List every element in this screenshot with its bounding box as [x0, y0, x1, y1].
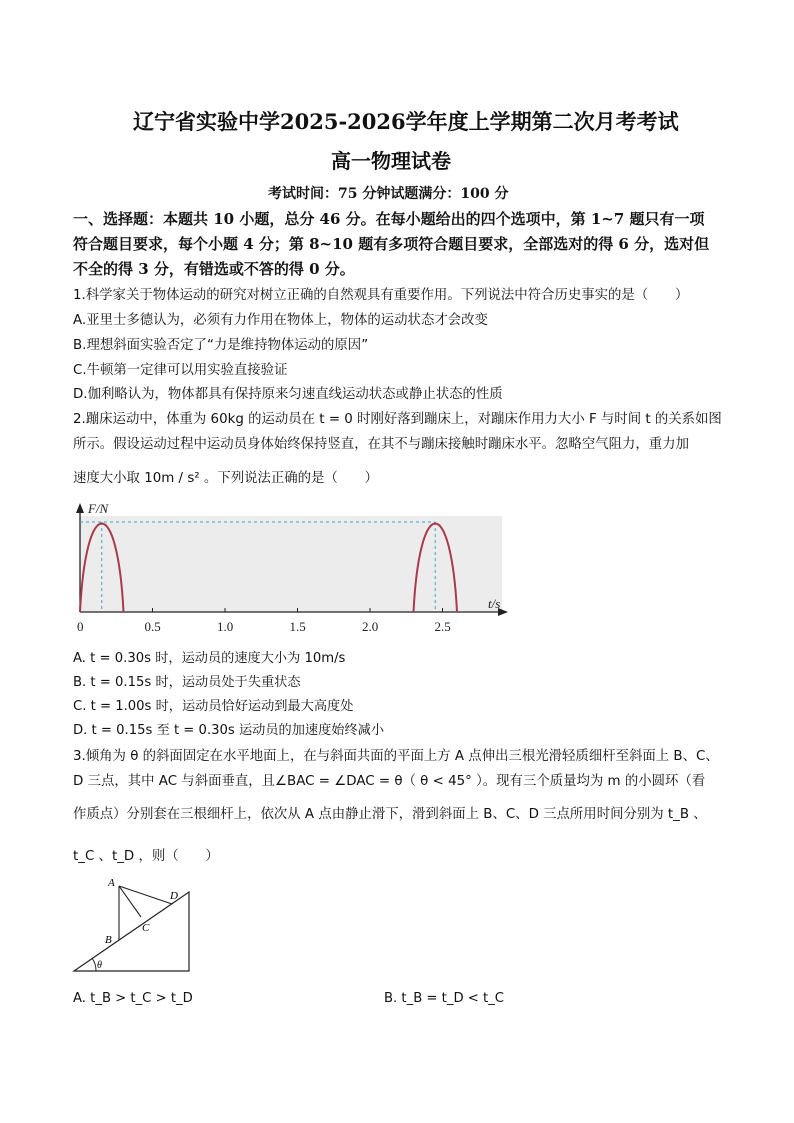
- force-time-chart: [60, 498, 520, 640]
- section-instructions-line2: 符合题目要求，每个小题 4 分；第 8~10 题有多项符合题目要求，全部选对的得 6 分，选对但: [73, 235, 710, 253]
- x-tick-label: 1.0: [217, 619, 234, 634]
- q1-option-d: D.伽利略认为，物体都具有保持原来匀速直线运动状态或静止状态的性质: [73, 387, 503, 402]
- page-subtitle: 高一物理试卷: [331, 149, 451, 173]
- q1-stem: 1.科学家关于物体运动的研究对树立正确的自然观具有重要作用。下列说法中符合历史事实的是（ ）: [73, 288, 689, 303]
- q1-option-b: B.理想斜面实验否定了“力是维持物体运动的原因”: [73, 338, 369, 353]
- rod-ad: [119, 886, 172, 904]
- q2-option-a: A. t = 0.30s 时，运动员的速度大小为 10m/s: [73, 651, 346, 666]
- q3-option-a: A. t_B > t_C > t_D: [73, 991, 193, 1006]
- angle-arc: [92, 958, 96, 971]
- q3-stem-line4: t_C 、t_D ，则（ ）: [73, 849, 219, 864]
- label-d: D: [170, 890, 178, 902]
- q3-stem-line1: 3.倾角为 θ 的斜面固定在水平地面上，在与斜面共面的平面上方 A 点伸出三根光滑轻质细杆至斜面上 B、C、: [73, 749, 719, 764]
- q1-option-c: C.牛顿第一定律可以用实验直接验证: [73, 363, 288, 378]
- q2-option-b: B. t = 0.15s 时，运动员处于失重状态: [73, 675, 301, 690]
- q2-stem-line3: 速度大小取 10m / s² 。下列说法正确的是（ ）: [73, 471, 378, 486]
- x-tick-label: 2.5: [434, 619, 451, 634]
- rod-ac: [119, 886, 141, 917]
- chart-background: [80, 516, 502, 612]
- q2-option-d: D. t = 0.15s 至 t = 0.30s 运动员的加速度始终减小: [73, 723, 385, 738]
- section-instructions-line3: 不全的得 3 分，有错选或不答的得 0 分。: [73, 260, 355, 278]
- section-instructions-line1: 一、选择题：本题共 10 小题，总分 46 分。在每小题给出的四个选项中，第 1~7 题只有一项: [73, 210, 705, 228]
- q2-stem-line1: 2.蹦床运动中，体重为 60kg 的运动员在 t = 0 时刚好落到蹦床上，对蹦床作用力大小 F 与时间 t 的关系如图: [73, 412, 722, 427]
- x-tick-label: 0.5: [144, 619, 161, 634]
- y-axis-arrow: [76, 503, 84, 513]
- q3-option-b: B. t_B = t_D < t_C: [384, 991, 505, 1006]
- q3-stem-line3: 作质点）分别套在三根细杆上，依次从 A 点由静止滑下，滑到斜面上 B、C、D 三点所用时间分别为 t_B 、: [73, 807, 707, 822]
- x-axis-label: t/s: [488, 596, 501, 611]
- label-a: A: [108, 877, 115, 889]
- label-b: B: [105, 934, 112, 946]
- incline-diagram: [66, 870, 198, 978]
- q3-stem-line2: D 三点，其中 AC 与斜面垂直，且∠BAC = ∠DAC = θ（ θ < 45° ）。现有三个质量均为 m 的小圆环（看: [73, 774, 706, 789]
- x-tick-label: 2.0: [362, 619, 379, 634]
- q1-option-a: A.亚里士多德认为，必须有力作用在物体上，物体的运动状态才会改变: [73, 313, 488, 328]
- label-c: C: [142, 922, 150, 934]
- label-theta: θ: [97, 960, 102, 971]
- x-tick-label: 1.5: [289, 619, 306, 634]
- page-title: 辽宁省实验中学2025-2026学年度上学期第二次月考考试: [133, 109, 679, 134]
- q2-option-c: C. t = 1.00s 时，运动员恰好运动到最大高度处: [73, 699, 354, 714]
- y-axis-label: F/N: [88, 501, 109, 516]
- exam-info: 考试时间：75 分钟试题满分：100 分: [268, 186, 509, 202]
- x-tick-label: 0: [77, 619, 84, 634]
- q2-stem-line2: 所示。假设运动过程中运动员身体始终保持竖直，在其不与蹦床接触时蹦床水平。忽略空气阻力，重力加: [73, 437, 689, 452]
